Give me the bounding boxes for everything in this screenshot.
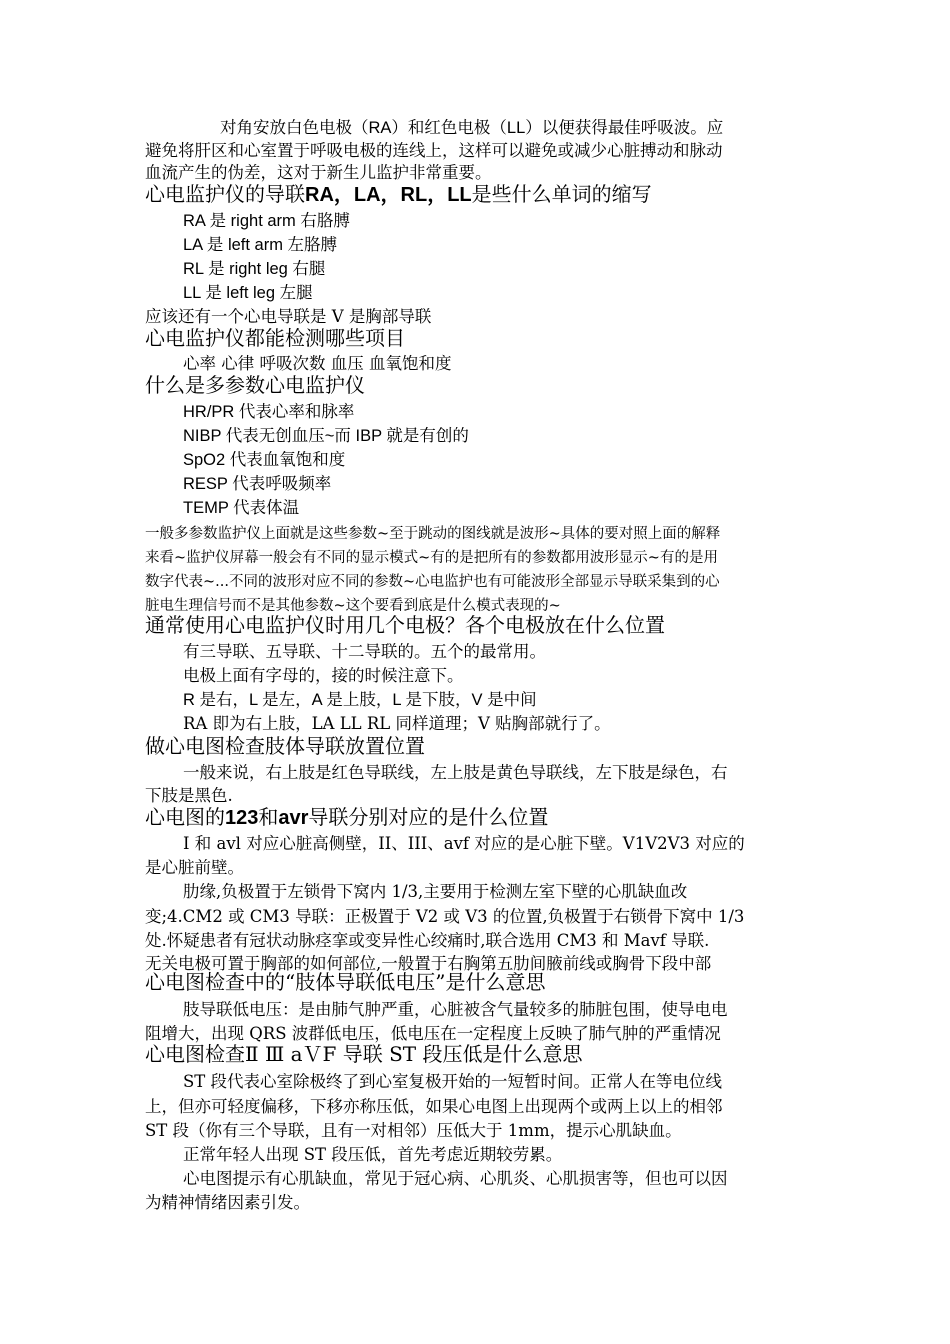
- paragraph-line: 一般多参数监护仪上面就是这些参数~至于跳动的图线就是波形~具体的要对照上面的解释: [145, 526, 721, 542]
- list-item: RA 是 right arm 右胳膊: [183, 212, 350, 230]
- list-item: NIBP 代表无创血压~而 IBP 就是有创的: [183, 427, 469, 445]
- heading-text: 心电图的: [145, 805, 225, 829]
- section-heading-123-avr: [145, 805, 548, 830]
- paragraph-line: 数字代表~...不同的波形对应不同的参数~心电监护也有可能波形全部显示导联采集到的心: [145, 574, 720, 590]
- paragraph-line: 变;4.CM2 或 CM3 导联：正极置于 V2 或 V3 的位置,负极置于右锁骨下窝中 1/3: [145, 907, 745, 926]
- paragraph-line: 肢导联低电压：是由肺气肿严重，心脏被含气量较多的肺脏包围，使导电电: [183, 1000, 728, 1019]
- heading-text: 是些什么单词的缩写: [471, 182, 652, 206]
- heading-text: 导联分别对应的是什么位置: [308, 805, 549, 829]
- paragraph-line: 阻增大，出现 QRS 波群低电压，低电压在一定程度上反映了肺气肿的严重情况: [145, 1024, 721, 1043]
- paragraph-line: 上，但亦可轻度偏移，下移亦称压低，如果心电图上出现两个或两上以上的相邻: [145, 1097, 723, 1116]
- paragraph-line: 来看~监护仪屏幕一般会有不同的显示模式~有的是把所有的参数都用波形显示~有的是用: [145, 550, 718, 566]
- paragraph-line: R 是右，L 是左，A 是上肢，L 是下肢，V 是中间: [183, 691, 537, 709]
- paragraph-line: 是心脏前壁。: [145, 858, 244, 877]
- paragraph-line: I 和 avl 对应心脏高侧壁，II、III、avf 对应的是心脏下壁。V1V2V3 对应的: [183, 834, 745, 853]
- paragraph-line: 无关电极可置于胸部的如何部位,一般置于右胸第五肋间腋前线或胸骨下段中部: [145, 954, 712, 973]
- section-heading-st-depression: 心电图检查Ⅱ Ⅲ aＶF 导联 ST 段压低是什么意思: [145, 1042, 583, 1066]
- paragraph-line: 处.怀疑患者有冠状动脉痉挛或变异性心绞痛时,联合选用 CM3 和 Mavf 导联.: [145, 931, 710, 950]
- list-item: LL 是 left leg 左腿: [183, 284, 313, 302]
- intro-line-1: 对角安放白色电极（RA）和红色电极（LL）以便获得最佳呼吸波。应: [220, 119, 724, 137]
- paragraph-line: 下肢是黑色.: [145, 786, 233, 805]
- list-item: LA 是 left arm 左胳膊: [183, 236, 338, 254]
- list-item: 心率 心律 呼吸次数 血压 血氧饱和度: [183, 354, 452, 373]
- note-line: 应该还有一个心电导联是 V 是胸部导联: [145, 307, 432, 326]
- list-item: HR/PR 代表心率和脉率: [183, 403, 355, 421]
- paragraph-line: 正常年轻人出现 ST 段压低，首先考虑近期较劳累。: [183, 1145, 563, 1164]
- list-item: RESP 代表呼吸频率: [183, 475, 332, 493]
- paragraph-line: 肋缘,负极置于左锁骨下窝内 1/3,主要用于检测左室下壁的心肌缺血改: [183, 882, 688, 901]
- paragraph-line: 心电图提示有心肌缺血，常见于冠心病、心肌炎、心肌损害等，但也可以因: [183, 1169, 728, 1188]
- heading-text: 心电监护仪的导联: [145, 182, 305, 206]
- heading-bold-text: avr: [278, 807, 309, 829]
- section-heading-limb-leads: 做心电图检查肢体导联放置位置: [145, 734, 425, 758]
- section-heading-monitor-items: 心电监护仪都能检测哪些项目: [145, 326, 405, 350]
- heading-bold-text: 123: [225, 807, 259, 829]
- list-item: TEMP 代表体温: [183, 499, 300, 517]
- section-heading-electrodes: 通常使用心电监护仪时用几个电极？各个电极放在什么位置: [145, 613, 665, 637]
- heading-text: 和: [258, 805, 279, 829]
- section-heading-multiparameter: 什么是多参数心电监护仪: [145, 373, 365, 397]
- list-item: SpO2 代表血氧饱和度: [183, 451, 346, 469]
- heading-bold-text: RA，LA，RL，LL: [305, 184, 472, 206]
- intro-line-2: 避免将肝区和心室置于呼吸电极的连线上，这样可以避免或减少心脏搏动和脉动: [145, 141, 723, 160]
- paragraph-line: 脏电生理信号而不是其他参数~这个要看到底是什么模式表现的~: [145, 598, 561, 614]
- paragraph-line: ST 段（你有三个导联，且有一对相邻）压低大于 1mm，提示心肌缺血。: [145, 1121, 682, 1140]
- section-heading-low-voltage: 心电图检查中的“肢体导联低电压”是什么意思: [145, 970, 546, 994]
- paragraph-line: 为精神情绪因素引发。: [145, 1193, 310, 1212]
- paragraph-line: 电极上面有字母的，接的时候注意下。: [183, 666, 464, 685]
- intro-line-3: 血流产生的伪差，这对于新生儿监护非常重要。: [145, 163, 492, 182]
- paragraph-line: RA 即为右上肢，LA LL RL 同样道理；V 贴胸部就行了。: [183, 714, 611, 733]
- paragraph-line: 一般来说，右上肢是红色导联线，左上肢是黄色导联线，左下肢是绿色，右: [183, 763, 728, 782]
- paragraph-line: ST 段代表心室除极终了到心室复极开始的一短暂时间。正常人在等电位线: [183, 1072, 723, 1091]
- section-heading-lead-abbreviations: [145, 182, 652, 207]
- list-item: RL 是 right leg 右腿: [183, 260, 326, 278]
- paragraph-line: 有三导联、五导联、十二导联的。五个的最常用。: [183, 642, 546, 661]
